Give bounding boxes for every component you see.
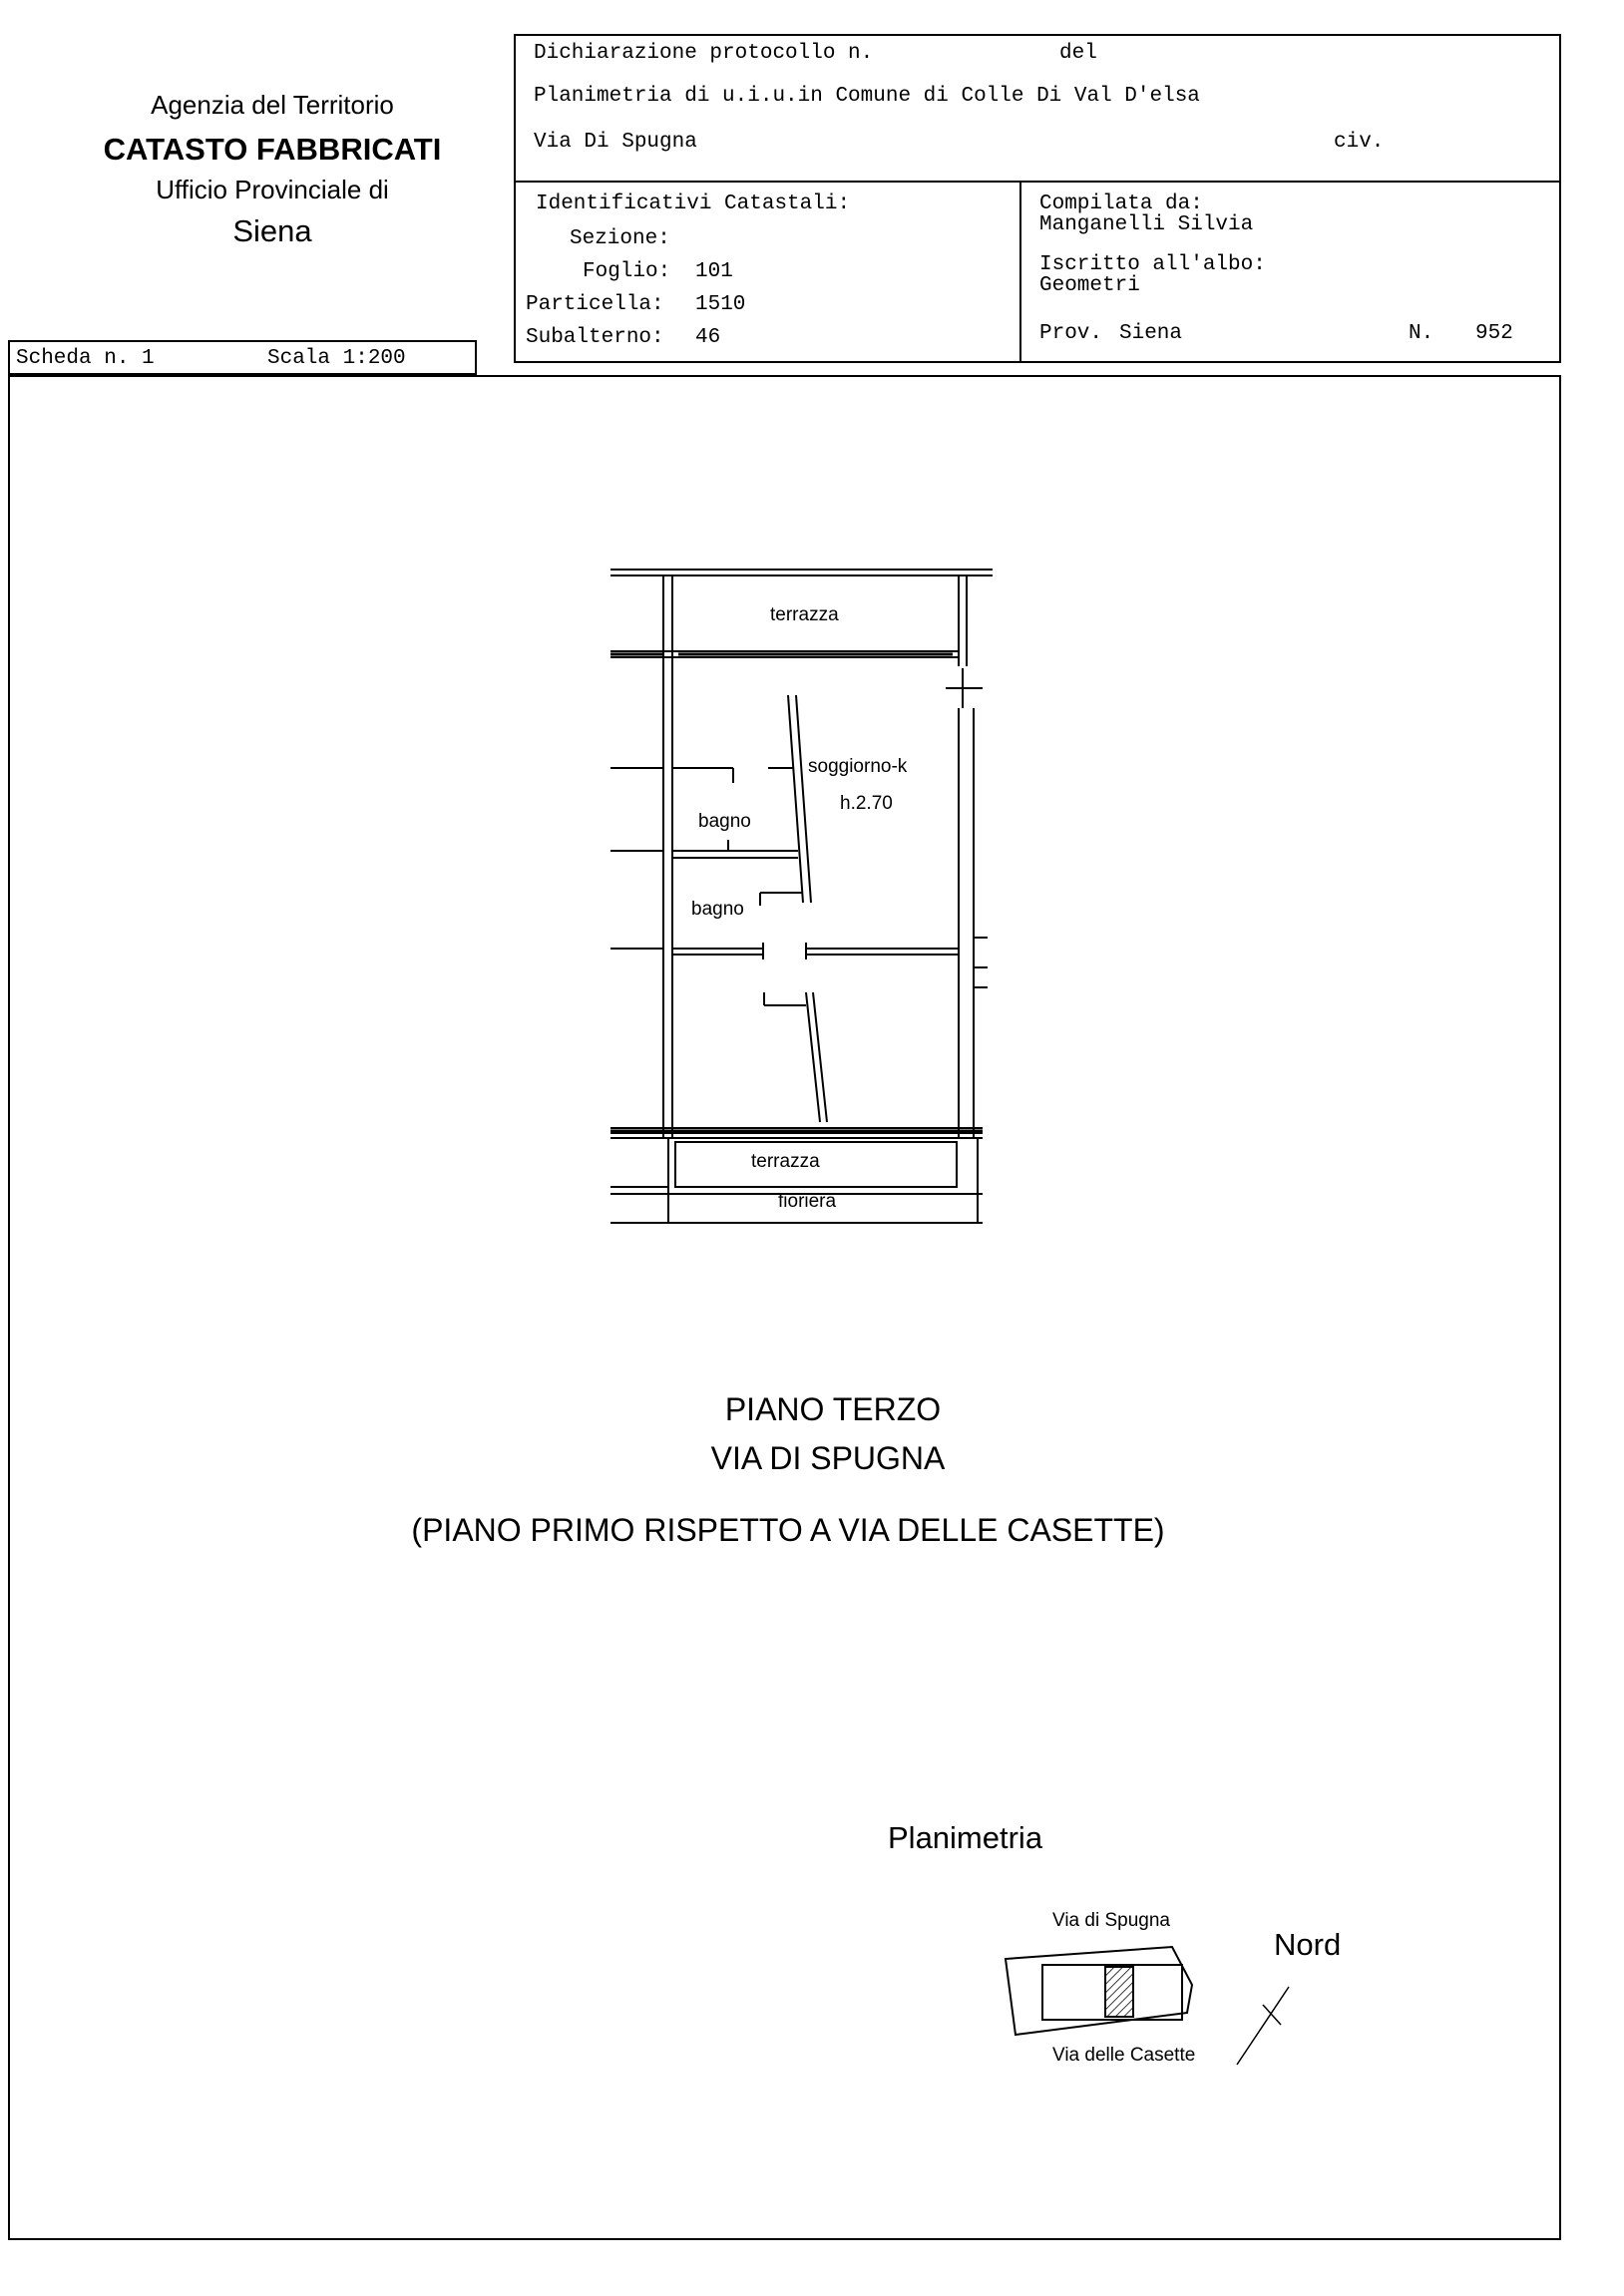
particella-label: Particella: [526,293,664,316]
del-label: del [1059,42,1097,65]
compilata-label: Compilata da: [1039,192,1203,215]
agency-name: Agenzia del Territorio [151,90,394,120]
location-map [1006,1947,1192,2035]
prov-value: Siena [1119,322,1183,345]
floor-plan-walls [610,570,993,1223]
prov-label: Prov. [1039,322,1103,345]
office-label: Ufficio Provinciale di [156,175,389,204]
sezione-label: Sezione: [570,227,670,250]
catasto-title: CATASTO FABBRICATI [103,132,442,167]
caption-note: (PIANO PRIMO RISPETTO A VIA DELLE CASETTE) [411,1512,1165,1548]
caption-floor: PIANO TERZO [724,1391,942,1427]
north-arrow-icon [1237,1987,1289,2065]
protocollo-label: Dichiarazione protocollo n. [534,42,874,65]
scheda-number: Scheda n. 1 [16,347,155,370]
room-bagno-1: bagno [698,811,751,832]
n-label: N. [1409,322,1434,345]
albo-value: Geometri [1039,274,1140,297]
foglio-label: Foglio: [583,260,671,283]
albo-label: Iscritto all'albo: [1039,253,1266,276]
civ-label: civ. [1334,131,1385,154]
office-city: Siena [232,213,312,248]
room-bagno-2: bagno [691,899,744,920]
scala-value: Scala 1:200 [267,347,406,370]
subalterno-value: 46 [695,326,721,349]
identificativi-title: Identificativi Catastali: [536,192,851,215]
room-terrazza-top: terrazza [770,604,839,625]
subalterno-label: Subalterno: [526,326,664,349]
room-soggiorno: soggiorno-k [808,756,908,777]
caption-street: VIA DI SPUGNA [710,1440,946,1476]
fioriera-label: fioriera [778,1191,837,1212]
planimetria-comune: Planimetria di u.i.u.in Comune di Colle Di Val D'elsa [534,85,1200,108]
foglio-value: 101 [695,260,733,283]
street-bottom-label: Via delle Casette [1052,2045,1196,2066]
compilatore-name: Manganelli Silvia [1039,213,1254,236]
street-top-label: Via di Spugna [1052,1910,1170,1931]
room-height: h.2.70 [840,793,893,814]
particella-value: 1510 [695,293,746,316]
room-terrazza-bottom: terrazza [751,1151,820,1172]
n-value: 952 [1475,322,1513,345]
unit-location-hatch [1105,1967,1133,2017]
north-label: Nord [1274,1927,1342,1962]
location-title: Planimetria [888,1820,1043,1855]
via-label: Via Di Spugna [534,131,697,154]
